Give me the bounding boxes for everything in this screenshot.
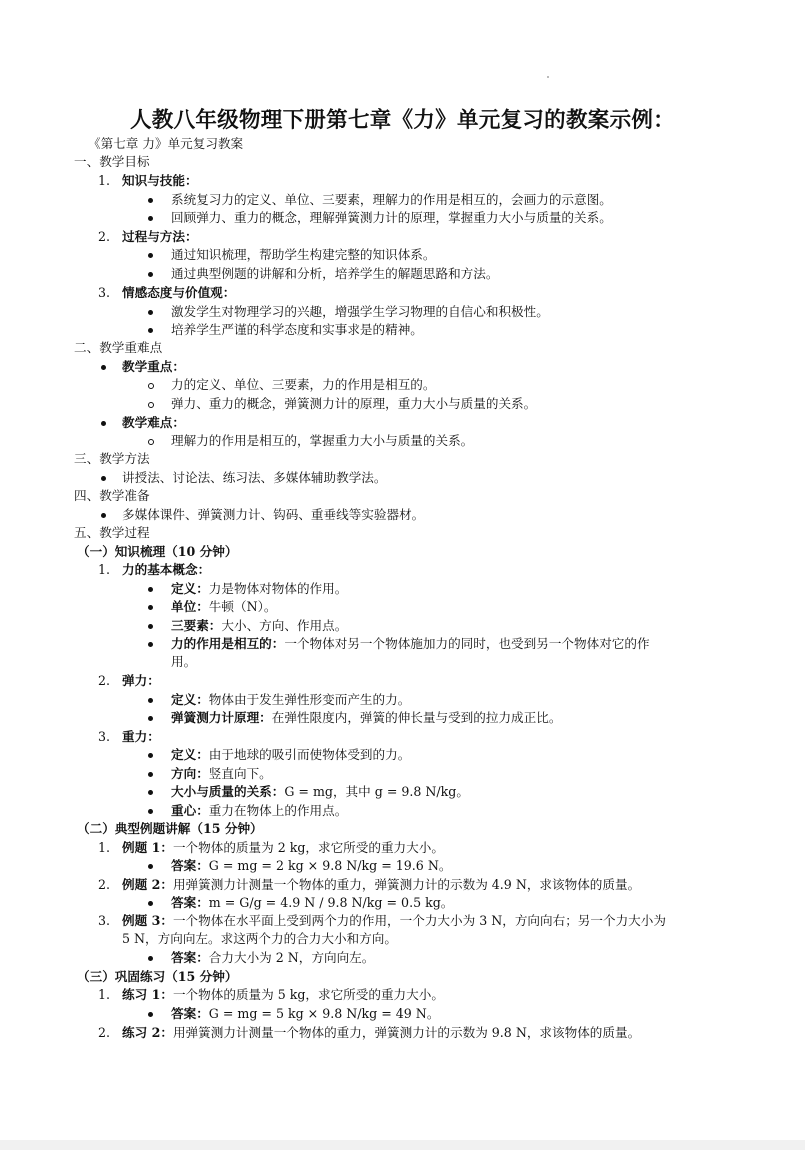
term-value: 一个物体的质量为 2 kg，求它所受的重力大小。 — [172, 840, 444, 855]
term-value: 用弹簧测力计测量一个物体的重力，弹簧测力计的示数为 9.8 N，求该物体的质量。 — [172, 1025, 641, 1040]
term-value: 一个物体的质量为 5 kg，求它所受的重力大小。 — [172, 987, 444, 1002]
circle-bullet-icon — [148, 383, 154, 389]
term: 答案： — [171, 1006, 209, 1021]
term-value: 大小、方向、作用点。 — [221, 618, 348, 633]
term: 练习 2： — [122, 1025, 173, 1040]
term-value: G = mg = 5 kg × 9.8 N/kg = 49 N。 — [208, 1006, 440, 1021]
list-item — [171, 765, 272, 782]
bullet-icon — [148, 642, 153, 647]
list-item: 弹力、重力的概念，弹簧测力计的原理，重力大小与质量的关系。 — [171, 396, 537, 411]
term-value: 用弹簧测力计测量一个物体的重力，弹簧测力计的示数为 4.9 N，求该物体的质量。 — [172, 877, 641, 892]
example-question-continuation: 5 N，方向向左。求这两个力的合力大小和方向。 — [122, 931, 397, 946]
term-value: 由于地球的吸引而使物体受到的力。 — [208, 747, 411, 762]
term: 例题 3： — [122, 913, 173, 928]
list-item — [171, 746, 410, 763]
term: 定义： — [171, 747, 209, 762]
bullet-icon — [148, 956, 153, 961]
subsection-heading: 教学难点： — [122, 415, 185, 430]
term: 答案： — [171, 950, 209, 965]
term-value: 一个物体对另一个物体施加力的同时，也受到另一个物体对它的作 — [284, 636, 650, 651]
list-item: 通过典型例题的讲解和分析，培养学生的解题思路和方法。 — [171, 266, 499, 281]
section-heading: 二、教学重难点 — [74, 340, 163, 355]
term: 单位： — [171, 599, 209, 614]
subsection-heading: 力的基本概念： — [122, 562, 211, 577]
list-number: 2. — [98, 877, 111, 892]
bullet-icon — [101, 476, 106, 481]
list-number: 2. — [98, 1025, 111, 1040]
circle-bullet-icon — [148, 439, 154, 445]
term: 答案： — [171, 895, 209, 910]
term: 重心： — [171, 803, 209, 818]
term-value: 力是物体对物体的作用。 — [208, 581, 348, 596]
example-question — [122, 912, 666, 929]
list-number: 3. — [98, 285, 111, 300]
list-number: 1. — [98, 562, 111, 577]
list-item: 系统复习力的定义、单位、三要素，理解力的作用是相互的，会画力的示意图。 — [171, 192, 612, 207]
subsection-heading: （一）知识梳理（10 分钟） — [77, 544, 238, 559]
term: 答案： — [171, 858, 209, 873]
section-heading: 三、教学方法 — [74, 451, 150, 466]
bullet-icon — [148, 310, 153, 315]
scan-speck — [547, 76, 549, 78]
bullet-icon — [148, 198, 153, 203]
bullet-icon — [148, 716, 153, 721]
list-item — [171, 783, 469, 800]
list-number: 3. — [98, 729, 111, 744]
bullet-icon — [148, 253, 153, 258]
term: 定义： — [171, 692, 209, 707]
term-value: G = mg = 2 kg × 9.8 N/kg = 19.6 N。 — [208, 858, 452, 873]
bullet-icon — [101, 365, 106, 370]
example-question — [122, 876, 640, 893]
practice-question — [122, 1024, 640, 1041]
list-item: 讲授法、讨论法、练习法、多媒体辅助教学法。 — [122, 470, 387, 485]
bullet-icon — [101, 421, 106, 426]
subsection-heading: 知识与技能： — [122, 173, 198, 188]
list-item — [171, 691, 410, 708]
list-item: 多媒体课件、弹簧测力计、钩码、重垂线等实验器材。 — [122, 507, 425, 522]
list-item — [171, 580, 347, 597]
term: 例题 2： — [122, 877, 173, 892]
practice-question — [122, 986, 444, 1003]
bullet-icon — [148, 1012, 153, 1017]
list-number: 1. — [98, 840, 111, 855]
bullet-icon — [148, 272, 153, 277]
term: 大小与质量的关系： — [171, 784, 285, 799]
bullet-icon — [148, 587, 153, 592]
list-item — [171, 802, 347, 819]
subsection-heading: 过程与方法： — [122, 229, 198, 244]
term-value: 重力在物体上的作用点。 — [208, 803, 348, 818]
list-item — [171, 617, 347, 634]
term-value: G = mg，其中 g = 9.8 N/kg。 — [284, 784, 469, 799]
list-item: 培养学生严谨的科学态度和实事求是的精神。 — [171, 322, 423, 337]
list-item: 通过知识梳理，帮助学生构建完整的知识体系。 — [171, 247, 436, 262]
term: 弹簧测力计原理： — [171, 710, 272, 725]
subsection-heading: 弹力： — [122, 673, 160, 688]
term-value: 竖直向下。 — [208, 766, 272, 781]
term: 三要素： — [171, 618, 222, 633]
subsection-heading: 教学重点： — [122, 359, 185, 374]
term-value: 物体由于发生弹性形变而产生的力。 — [208, 692, 411, 707]
bullet-icon — [148, 216, 153, 221]
bullet-icon — [148, 753, 153, 758]
term: 例题 1： — [122, 840, 173, 855]
bullet-icon — [148, 328, 153, 333]
example-answer — [171, 894, 453, 911]
list-item-continuation: 用。 — [171, 654, 197, 669]
practice-answer — [171, 1005, 439, 1022]
list-item — [171, 635, 650, 652]
example-answer — [171, 857, 451, 874]
term: 方向： — [171, 766, 209, 781]
circle-bullet-icon — [148, 402, 154, 408]
bullet-icon — [101, 513, 106, 518]
term: 定义： — [171, 581, 209, 596]
list-number: 2. — [98, 229, 111, 244]
list-item — [171, 598, 276, 615]
page-title: 人教八年级物理下册第七章《力》单元复习的教案示例： — [129, 108, 675, 133]
list-item: 回顾弹力、重力的概念，理解弹簧测力计的原理，掌握重力大小与质量的关系。 — [171, 210, 612, 225]
bullet-icon — [148, 772, 153, 777]
subsection-heading: 重力： — [122, 729, 160, 744]
term-value: 牛顿（N）。 — [208, 599, 277, 614]
term: 练习 1： — [122, 987, 173, 1002]
list-number: 3. — [98, 913, 111, 928]
subsection-heading: （三）巩固练习（15 分钟） — [77, 969, 238, 984]
list-number: 1. — [98, 173, 111, 188]
bullet-icon — [148, 790, 153, 795]
section-heading: 五、教学过程 — [74, 525, 150, 540]
term-value: 一个物体在水平面上受到两个力的作用，一个力大小为 3 N，方向向右；另一个力大小为 — [172, 913, 666, 928]
example-question — [122, 839, 444, 856]
list-number: 1. — [98, 987, 111, 1002]
list-item: 力的定义、单位、三要素，力的作用是相互的。 — [171, 377, 436, 392]
term-value: 合力大小为 2 N，方向向左。 — [208, 950, 375, 965]
bullet-icon — [148, 698, 153, 703]
list-item — [171, 709, 561, 726]
section-heading: 四、教学准备 — [74, 488, 150, 503]
list-number: 2. — [98, 673, 111, 688]
subsection-heading: 情感态度与价值观： — [122, 285, 236, 300]
bullet-icon — [148, 605, 153, 610]
term-value: m = G/g = 4.9 N / 9.8 N/kg = 0.5 kg。 — [208, 895, 454, 910]
list-item: 激发学生对物理学习的兴趣，增强学生学习物理的自信心和积极性。 — [171, 304, 549, 319]
doc-subtitle: 《第七章 力》单元复习教案 — [88, 136, 244, 151]
term-value: 在弹性限度内，弹簧的伸长量与受到的拉力成正比。 — [271, 710, 562, 725]
example-answer — [171, 949, 374, 966]
list-item: 理解力的作用是相互的，掌握重力大小与质量的关系。 — [171, 433, 474, 448]
term: 力的作用是相互的： — [171, 636, 285, 651]
bullet-icon — [148, 901, 153, 906]
bullet-icon — [148, 864, 153, 869]
bullet-icon — [148, 809, 153, 814]
subsection-heading: （二）典型例题讲解（15 分钟） — [77, 821, 263, 836]
section-heading: 一、教学目标 — [74, 154, 150, 169]
bullet-icon — [148, 624, 153, 629]
